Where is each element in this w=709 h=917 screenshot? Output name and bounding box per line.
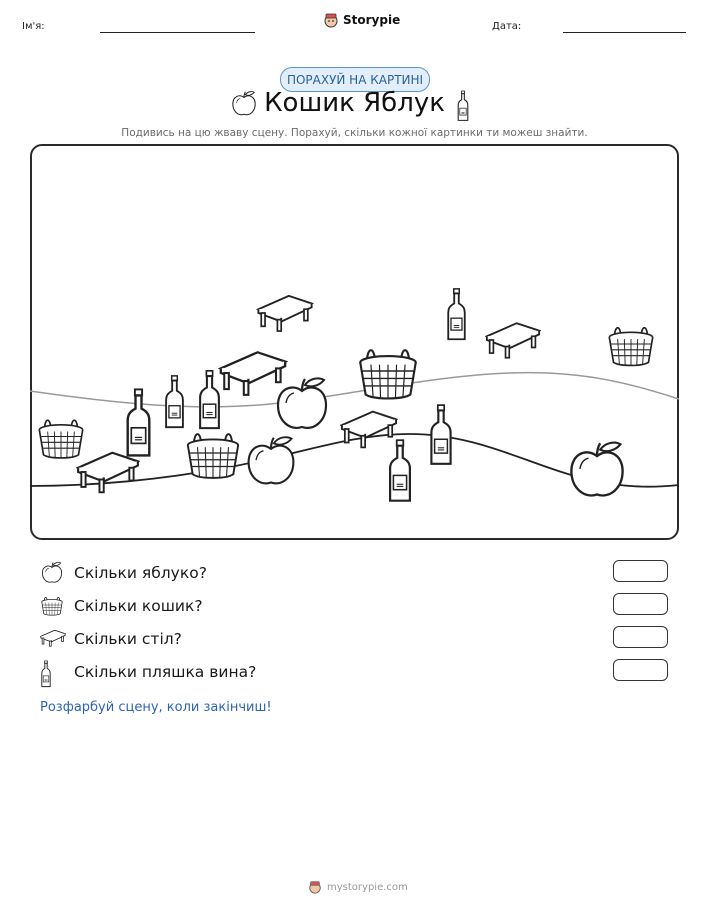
brand-logo [323,12,400,28]
scene-bottle-icon [128,389,150,455]
counting-scene [30,144,679,540]
question-apple: Скільки яблуко? [74,564,207,582]
scene-basket-icon [188,434,238,478]
footer-site[interactable]: mystorypie.com [327,881,408,893]
table-icon [40,628,66,648]
wine-bottle-icon [40,660,52,688]
date-label: Дата: [492,21,522,32]
scene-basket-icon [39,420,82,458]
answer-box-basket[interactable] [613,593,668,615]
activity-badge: ПОРАХУЙ НА КАРТИНІ [280,67,430,92]
scene-horizon-line [30,373,679,407]
basket-icon [40,594,64,616]
scene-bottle-icon [390,440,410,501]
title-bottle-icon [456,90,470,122]
scene-bottle-icon [200,371,219,428]
answer-box-apple[interactable] [613,560,668,582]
scene-bottle-icon [166,376,183,427]
scene-table-icon [487,323,539,358]
coloring-instruction: Розфарбуй сцену, коли закінчиш! [40,700,272,715]
name-line[interactable] [100,32,255,33]
scene-apple-icon [278,378,326,427]
page-subtitle: Подивись на цю жваву сцену. Порахуй, скільки кожної картинки ти можеш знайти. [121,127,588,139]
footer [308,880,408,894]
scene-apple-icon [571,443,622,496]
scene-apple-icon [249,437,294,483]
answer-box-table[interactable] [613,626,668,648]
name-label: Ім'я: [22,21,45,32]
scene-table-icon [342,412,396,448]
brand-mascot-icon [323,12,339,28]
scene-table-icon [221,352,285,395]
scene-table-icon [258,296,311,331]
scene-table-icon [78,453,138,492]
scene-basket-icon [360,350,415,399]
question-wine-bottle: Скільки пляшка вина? [74,663,257,681]
scene-bottle-icon [431,405,450,464]
scene-basket-icon [609,328,652,366]
footer-mascot-icon [308,880,322,894]
question-table: Скільки стіл? [74,630,182,648]
brand-name: Storypie [343,13,401,27]
date-line[interactable] [563,32,686,33]
scene-bottle-icon [448,289,465,339]
page-title: Кошик Яблук [264,88,445,118]
answer-box-wine-bottle[interactable] [613,659,668,681]
apple-icon [40,561,64,585]
question-basket: Скільки кошик? [74,597,203,615]
